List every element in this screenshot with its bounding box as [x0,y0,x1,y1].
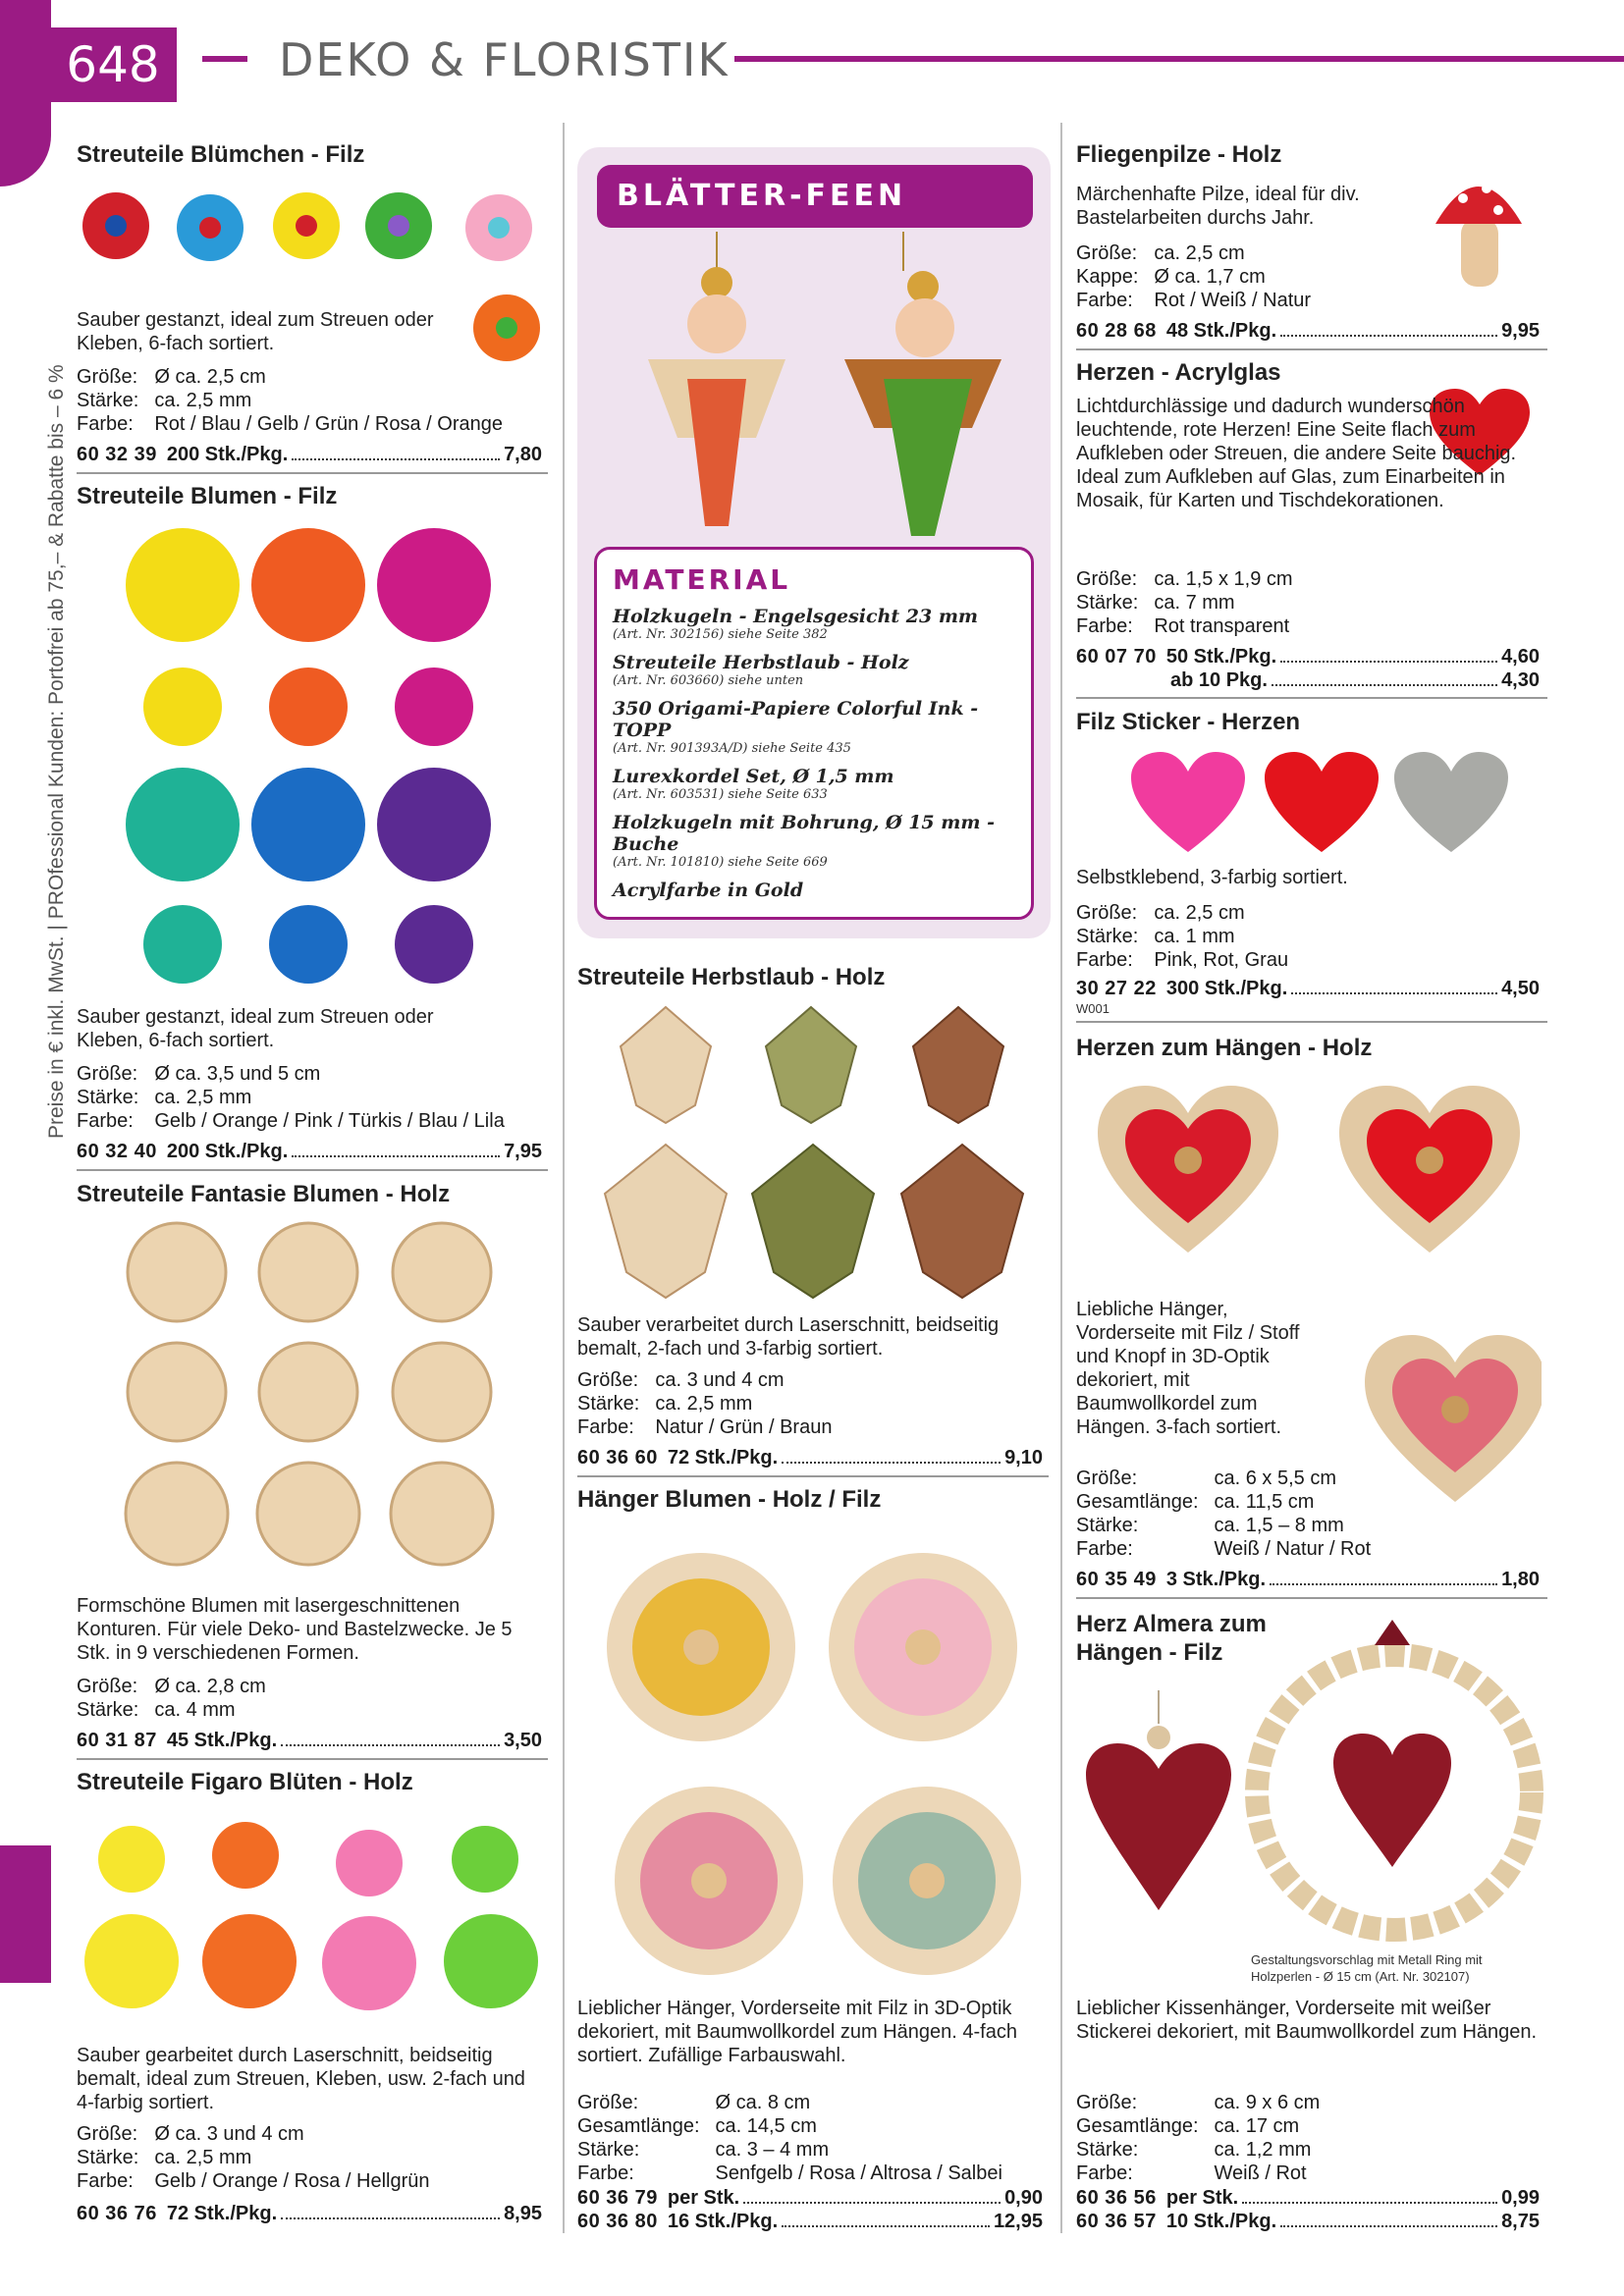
flower-icon [212,1822,279,1889]
flower-icon [82,192,149,259]
separator [577,1475,1049,1477]
side-note: Preise in € inkl. MwSt. | PROfessional Kunden: Portofrei ab 75,– & Rabatte bis – 6 % [45,364,68,1139]
spec-table: Größe: ca. 3 und 4 cm Stärke: ca. 2,5 mm Farbe: Natur / Grün / Braun [577,1369,833,1438]
product-title: Streuteile Fantasie Blumen - Holz [77,1181,451,1207]
flower-icon [257,1463,359,1565]
flower-icon [377,768,491,881]
order-line: 60 31 87 45 Stk./Pkg. 3,50 [77,1730,542,1751]
product-description: Formschöne Blumen mit lasergeschnittenen Konturen. Für viele Deko- und Bastelzwecke. Je 5 Stk. in 9 verschiedenen Formen. [77,1595,513,1664]
flower-icon [251,768,365,881]
image-caption: Gestaltungsvorschlag mit Metall Ring mit Holzperlen - Ø 15 cm (Art. Nr. 302107) [1251,1952,1483,1984]
heart-hanger-icon [1365,1335,1542,1502]
separator [1076,1597,1547,1599]
product-image-flower-hangers [593,1522,1045,1993]
flower-icon [391,1463,493,1565]
heart-hanger-icon [1339,1086,1520,1253]
flower-icon [452,1826,518,1893]
flower-icon [395,905,473,984]
heart-hanger-icon [1098,1086,1278,1253]
spec-table: Größe: Ø ca. 2,5 cm Stärke: ca. 2,5 mm Farbe: Rot / Blau / Gelb / Grün / Rosa / Orange [77,366,503,435]
column-divider [563,123,565,2233]
order-line: 60 36 76 72 Stk./Pkg. 8,95 [77,2203,542,2224]
spec-table: Größe: Ø ca. 2,8 cm Stärke: ca. 4 mm [77,1676,266,1721]
heart-icon [1394,752,1508,852]
product-description: Selbstklebend, 3-farbig sortiert. [1076,867,1348,888]
column-divider [1060,123,1062,2233]
product-title: Hänger Blumen - Holz / Filz [577,1486,882,1513]
flower-icon [143,905,222,984]
leaf-icon [901,1145,1023,1298]
product-title: Filz Sticker - Herzen [1076,709,1301,735]
order-line: 60 36 60 72 Stk./Pkg. 9,10 [577,1447,1043,1468]
order-line: 60 35 49 3 Stk./Pkg. 1,80 [1076,1569,1540,1590]
flower-hanger-icon [615,1787,803,1975]
flower-icon [202,1914,297,2008]
flower-icon [128,1223,226,1321]
corner-tab [0,0,51,187]
flower-icon [393,1343,491,1441]
spec-table: Größe: Ø ca. 3 und 4 cm Stärke: ca. 2,5 mm Farbe: Gelb / Orange / Rosa / Hellgrün [77,2123,430,2192]
flower-hanger-icon [833,1787,1021,1975]
product-description: Liebliche Hänger, Vorderseite mit Filz / Stoff und Knopf in 3D-Optik dekoriert, mit Baumwollkordel zum Hängen. 3-fach sortiert. [1076,1299,1300,1438]
material-title: MATERIAL [613,563,791,596]
spec-table: Größe: ca. 9 x 6 cm Gesamtlänge: ca. 17 cm Stärke: ca. 1,2 mm Farbe: Weiß / Rot [1076,2092,1321,2184]
spec-table: Größe: ca. 1,5 x 1,9 cm Stärke: ca. 7 mm Farbe: Rot transparent [1076,568,1293,637]
separator [77,1169,548,1171]
leaf-icon [605,1145,727,1298]
flower-icon [395,667,473,746]
order-line: 30 27 22 300 Stk./Pkg. 4,50 [1076,978,1540,999]
order-line: 60 28 68 48 Stk./Pkg. 9,95 [1076,320,1540,342]
product-title: Streuteile Blümchen - Filz [77,141,365,168]
flower-icon [336,1830,403,1896]
product-image-felt-heart-ring [1080,1616,1551,1949]
flower-icon [259,1223,357,1321]
material-item: Lurexkordel Set, Ø 1,5 mm [613,766,894,787]
spec-table: Größe: ca. 2,5 cm Stärke: ca. 1 mm Farbe: Pink, Rot, Grau [1076,902,1289,971]
material-ref: (Art. Nr. 603660) siehe unten [613,673,804,688]
order-line: 60 36 80 16 Stk./Pkg. 12,95 [577,2211,1043,2232]
separator [1076,348,1547,350]
leaf-icon [766,1007,856,1123]
material-box [594,547,1034,920]
flower-icon [126,528,240,642]
product-image-figaro-flowers [75,1814,556,2030]
leaf-icon [913,1007,1003,1123]
flower-hanger-icon [829,1553,1017,1741]
order-line: 60 36 56 per Stk. 0,99 [1076,2187,1540,2209]
heart-icon [1265,752,1379,852]
flower-icon [365,192,432,259]
product-description: Sauber gestanzt, ideal zum Streuen oder Kleben, 6-fach sortiert. [77,309,434,354]
flower-icon [377,528,491,642]
material-item: Streuteile Herbstlaub - Holz [613,652,909,673]
product-image-felt-hearts [1129,750,1522,858]
product-title: Streuteile Figaro Blüten - Holz [77,1769,413,1795]
material-item: Acrylfarbe in Gold [613,880,804,901]
flower-hanger-icon [607,1553,795,1741]
separator [1076,697,1547,699]
leaf-icon [752,1145,874,1298]
heart-icon [1333,1734,1451,1867]
material-ref: (Art. Nr. 603531) siehe Seite 633 [613,787,828,802]
leaf-icon [621,1007,711,1123]
flower-icon [273,192,340,259]
heart-icon [1131,752,1245,852]
flower-icon [444,1914,538,2008]
header-rule-left [202,56,247,62]
product-image-mushroom [1430,159,1528,296]
material-item: Holzkugeln mit Bohrung, Ø 15 mm - Buche [613,812,995,855]
spec-table: Größe: Ø ca. 3,5 und 5 cm Stärke: ca. 2,5 mm Farbe: Gelb / Orange / Pink / Türkis / Blau / Lila [77,1063,505,1132]
flower-icon [269,905,348,984]
flower-icon [128,1343,226,1441]
flower-icon [322,1916,416,2010]
spec-table: Größe: ca. 2,5 cm Kappe: Ø ca. 1,7 cm Farbe: Rot / Weiß / Natur [1076,242,1312,311]
product-description: Lieblicher Hänger, Vorderseite mit Filz in 3D-Optik dekoriert, mit Baumwollkordel zum Hängen. 4-fach sortiert. Zufällige Farbauswahl. [577,1998,1017,2066]
product-description: Lieblicher Kissenhänger, Vorderseite mit weißer Stickerei dekoriert, mit Baumwollkordel zum Hängen. [1076,1998,1538,2043]
flower-icon [126,768,240,881]
product-description: Sauber verarbeitet durch Laserschnitt, beidseitig bemalt, 2-fach und 3-farbig sortiert. [577,1314,1000,1360]
product-image-wood-flowers [108,1217,520,1590]
product-image-felt-flowers [108,520,520,1001]
flower-icon [251,528,365,642]
product-description: Lichtdurchlässige und dadurch wunderschön leuchtende, rote Herzen! Eine Seite flach zum Aufkleben oder Streuen, die andere Seite bauchig. Ideal zum Aufkleben auf Glas, zum Einarbeiten in Mosaik, für Karten und Tischdekorationen. [1076,396,1517,511]
material-ref: (Art. Nr. 302156) siehe Seite 382 [613,627,828,642]
material-ref: (Art. Nr. 901393A/D) siehe Seite 435 [613,741,851,756]
order-line: 60 36 57 10 Stk./Pkg. 8,75 [1076,2211,1540,2232]
flower-icon [393,1223,491,1321]
flower-icon [259,1343,357,1441]
order-line: 60 36 79 per Stk. 0,90 [577,2187,1043,2209]
order-line: ab 10 Pkg. 4,30 [1170,669,1540,691]
product-code: W001 [1076,1001,1110,1016]
order-line: 60 32 39 200 Stk./Pkg. 7,80 [77,444,542,465]
flower-icon [98,1826,165,1893]
product-title: Herzen zum Hängen - Holz [1076,1035,1373,1061]
product-title: Streuteile Blumen - Filz [77,483,338,509]
spec-table: Größe: Ø ca. 8 cm Gesamtlänge: ca. 14,5 cm Stärke: ca. 3 – 4 mm Farbe: Senfgelb / Rosa / Altrosa / Salbei [577,2092,1002,2184]
material-item: Holzkugeln - Engelsgesicht 23 mm [613,606,979,627]
order-line: 60 32 40 200 Stk./Pkg. 7,95 [77,1141,542,1162]
product-title: Streuteile Herbstlaub - Holz [577,964,886,990]
flower-icon [84,1914,179,2008]
feature-banner: BLÄTTER-FEEN [597,165,1033,228]
flower-icon [465,194,532,261]
product-description: Märchenhafte Pilze, ideal für div. Bastelarbeiten durchs Jahr. [1076,184,1360,229]
feature-image-leaf-fairies [609,232,1021,546]
product-image-wood-leaves [593,997,1045,1311]
flower-icon [177,194,244,261]
page-number: 648 [49,27,177,102]
product-title: Fliegenpilze - Holz [1076,141,1282,168]
section-title: DEKO & FLORISTIK [279,33,730,86]
side-tab [0,1845,51,1983]
product-description: Sauber gearbeitet durch Laserschnitt, beidseitig bemalt, ideal zum Streuen, Kleben, usw. 2-fach und 4-farbig sortiert. [77,2045,525,2113]
order-line: 60 07 70 50 Stk./Pkg. 4,60 [1076,646,1540,667]
separator [77,1758,548,1760]
flower-icon [126,1463,228,1565]
flower-icon [269,667,348,746]
flower-icon [143,667,222,746]
product-title: Herz Almera zum Hängen - Filz [1076,1611,1267,1666]
spec-table: Größe: ca. 6 x 5,5 cm Gesamtlänge: ca. 11,5 cm Stärke: ca. 1,5 – 8 mm Farbe: Weiß / Natur / Rot [1076,1468,1372,1560]
product-title: Herzen - Acrylglas [1076,359,1281,386]
separator [77,472,548,474]
flower-icon [473,294,540,361]
heart-icon [1086,1743,1231,1910]
material-item: 350 Origami-Papiere Colorful Ink - TOPP [613,698,979,741]
product-image-hanging-hearts [1090,1070,1542,1512]
header-rule-right [734,56,1624,62]
product-description: Sauber gestanzt, ideal zum Streuen oder Kleben, 6-fach sortiert. [77,1006,434,1051]
material-ref: (Art. Nr. 101810) siehe Seite 669 [613,855,828,870]
mushroom-icon [1435,184,1522,287]
separator [1076,1021,1547,1023]
